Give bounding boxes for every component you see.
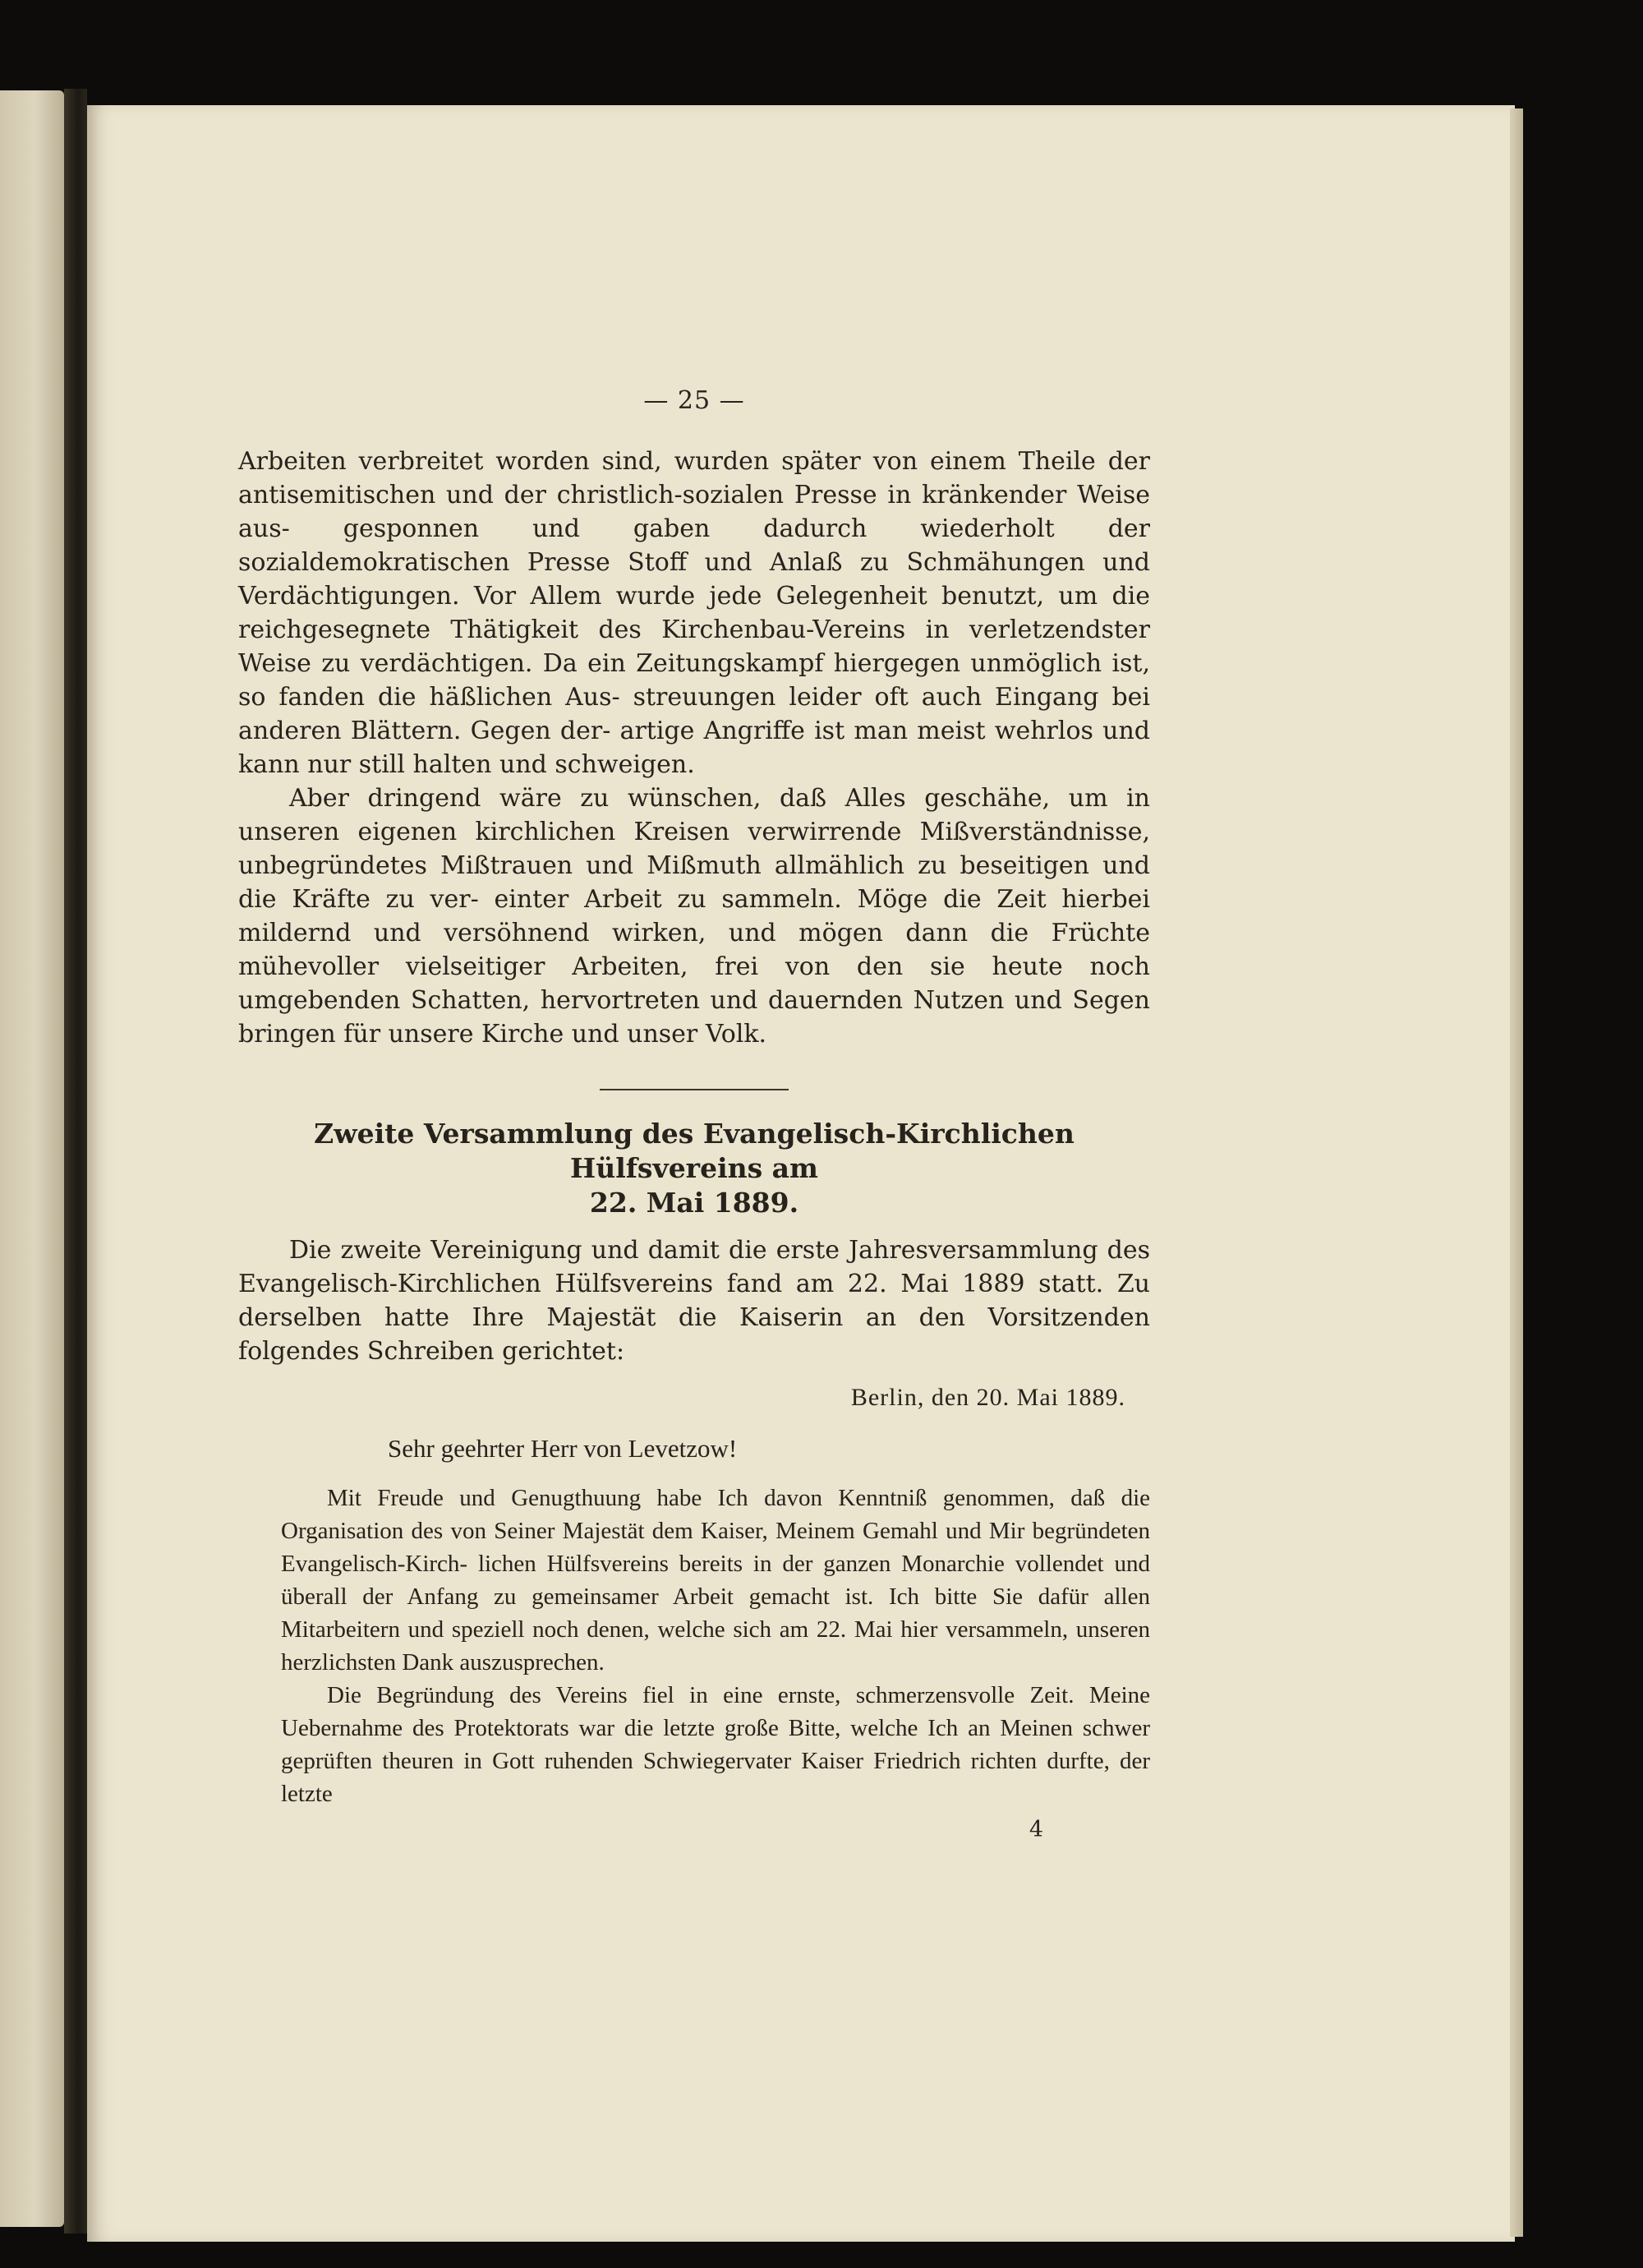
book-spine — [64, 89, 87, 2233]
letter-paragraph-2: Die Begründung des Vereins fiel in eine ernste, schmerzensvolle Zeit. Meine Uebernahme des Protektorats war die letzte große Bitte, welche Ich an Meinen schwer geprüften theuren in Gott ruhenden Schwiegervater Kaiser Friedrich richten durfte, der letzte — [281, 1682, 1150, 1807]
left-page-edge — [0, 90, 64, 2227]
right-page-edge — [1510, 108, 1523, 2237]
section-heading-line-2: 22. Mai 1889. — [589, 1187, 799, 1219]
quoted-letter — [238, 1380, 1150, 1810]
section-divider — [600, 1089, 789, 1090]
paragraph-continuation: Arbeiten verbreitet worden sind, wurden später von einem Theile der antisemitischen und der christlich-sozialen Presse in kränkender Weise aus- gesponnen und gaben dadurch wiederholt der sozialdemokratischen Presse Stoff und Anlaß zu Schmähungen und Verdächtigungen. Vor Allem wurde jede Gelegenheit benutzt, um die reichgesegnete Thätigkeit des Kirchenbau-Vereins in verletzendster Weise zu verdächtigen. Da ein Zeitungskampf hiergegen unmöglich ist, so fanden die häßlichen Aus- streuungen leider oft auch Eingang bei anderen Blättern. Gegen der- artige Angriffe ist man meist wehrlos und kann nur still halten und schweigen. — [238, 447, 1150, 779]
paragraph-meeting-intro: Die zweite Vereinigung und damit die erste Jahresversammlung des Evangelisch-Kirchlichen Hülfsvereins fand am 22. Mai 1889 statt. Zu derselben hatte Ihre Majestät die Kaiserin an den Vorsitzenden folgendes Schreiben gerichtet: — [238, 1236, 1150, 1366]
page-text-block — [238, 386, 1150, 1842]
section-heading-line-1: Zweite Versammlung des Evangelisch-Kirchlichen Hülfsvereins am — [314, 1118, 1075, 1184]
page-number: — 25 — — [643, 386, 745, 415]
letter-date: Berlin, den 20. Mai 1889. — [850, 1384, 1125, 1411]
printer-signature-mark: 4 — [1029, 1817, 1043, 1842]
paragraph-appeal: Aber dringend wäre zu wünschen, daß Alles geschähe, um in unseren eigenen kirchlichen Kreisen verwirrende Mißverständnisse, unbegründetes Mißtrauen und Mißmuth allmählich zu beseitigen und die Kräfte zu ver- einter Arbeit zu sammeln. Möge die Zeit hierbei mildernd und versöhnend wirken, und mögen dann die Früchte mühevoller vielseitiger Arbeiten, frei von den sie heute noch umgebenden Schatten, hervortreten und dauernden Nutzen und Segen bringen für unsere Kirche und unser Volk. — [238, 784, 1150, 1049]
letter-salutation: Sehr geehrter Herr von Levetzow! — [388, 1434, 738, 1463]
section-heading — [238, 1117, 1150, 1220]
letter-paragraph-1: Mit Freude und Genugthuung habe Ich davon Kenntniß genommen, daß die Organisation des von Seiner Majestät dem Kaiser, Meinem Gemahl und Mir begründeten Evangelisch-Kirch- lichen Hülfsvereins bereits in der ganzen Monarchie vollendet und überall der Anfang zu gemeinsamer Arbeit gemacht ist. Ich bitte Sie dafür allen Mitarbeitern und speziell noch denen, welche sich am 22. Mai hier versammeln, unseren herzlichsten Dank auszusprechen. — [281, 1485, 1150, 1676]
